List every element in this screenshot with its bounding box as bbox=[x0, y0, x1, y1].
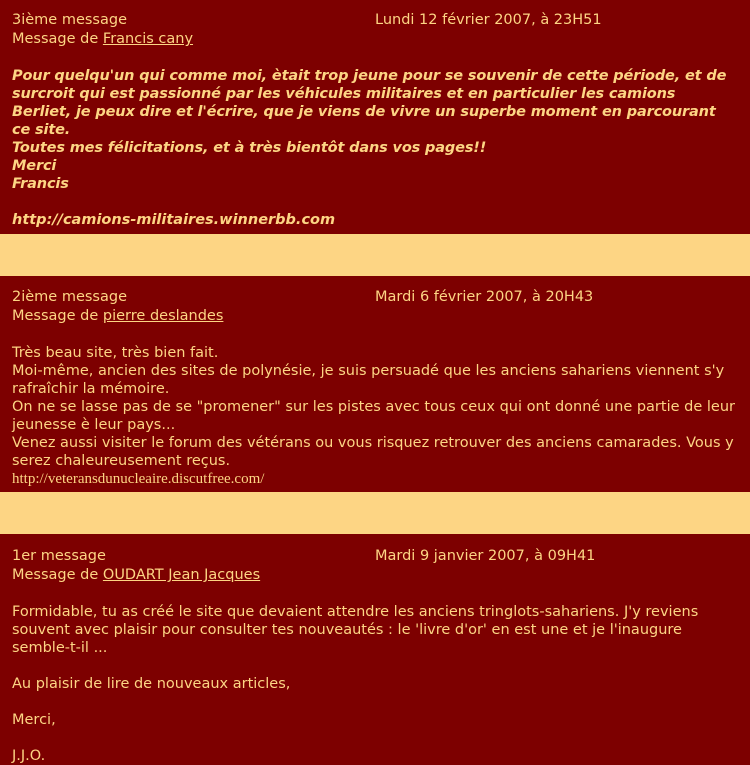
author-link[interactable]: OUDART Jean Jacques bbox=[102, 567, 261, 583]
guestbook-message bbox=[0, 534, 750, 765]
author-prefix: Message de bbox=[12, 308, 99, 324]
message-header bbox=[12, 288, 738, 307]
message-number: 3ième message bbox=[12, 12, 127, 28]
author-prefix: Message de bbox=[12, 31, 99, 47]
message-number: 1er message bbox=[12, 548, 106, 564]
message-date: Mardi 9 janvier 2007, à 09H41 bbox=[375, 548, 596, 564]
message-number: 2ième message bbox=[12, 289, 127, 305]
message-paragraph: Au plaisir de lire de nouveaux articles, bbox=[12, 676, 291, 692]
guestbook-message bbox=[0, 276, 750, 492]
message-date: Lundi 12 février 2007, à 23H51 bbox=[375, 12, 602, 28]
message-author-line bbox=[12, 30, 738, 49]
message-paragraph: J.J.O. bbox=[12, 748, 46, 764]
author-link[interactable]: Francis cany bbox=[102, 31, 194, 47]
author-link[interactable]: pierre deslandes bbox=[102, 308, 224, 324]
guestbook-message bbox=[0, 0, 750, 234]
message-url: http://camions-militaires.winnerbb.com bbox=[12, 212, 336, 228]
message-url: http://veteransdunucleaire.discutfree.com/ bbox=[12, 471, 265, 487]
message-header bbox=[12, 11, 738, 30]
message-body: Pour quelqu'un qui comme moi, ètait trop jeune pour se souvenir de cette période, et de surcroit qui est passionné par les véhicules militaires et en particulier les camions Berliet, je peux dire et l'écrire, que je viens de vivre un superbe moment en parcourant ce site. Toutes mes félicitations, et à très bientôt dans vos pages!! Merci Francis bbox=[12, 68, 727, 192]
message-paragraph: Formidable, tu as créé le site que devaient attendre les anciens tringlots-sahariens. J'y reviens souvent avec plaisir pour consulter tes nouveautés : le 'livre d'or' en est une et je l'inaugure semble-t-il ... bbox=[12, 604, 699, 656]
message-date: Mardi 6 février 2007, à 20H43 bbox=[375, 289, 594, 305]
message-body: Très beau site, très bien fait. Moi-même, ancien des sites de polynésie, je suis persuadé que les anciens sahariens viennent s'y rafraîchir la mémoire. On ne se lasse pas de se "promener" sur les pistes avec tous ceux qui ont donné une partie de leur jeunesse è leur pays... Venez aussi visiter le forum des vétérans ou vous risquez retrouver des anciens camarades. Vous y serez chaleureusement reçus. bbox=[12, 345, 735, 469]
message-author-line bbox=[12, 566, 738, 585]
message-author-line bbox=[12, 307, 738, 326]
message-paragraph: Merci, bbox=[12, 712, 56, 728]
author-prefix: Message de bbox=[12, 567, 99, 583]
message-header bbox=[12, 547, 738, 566]
